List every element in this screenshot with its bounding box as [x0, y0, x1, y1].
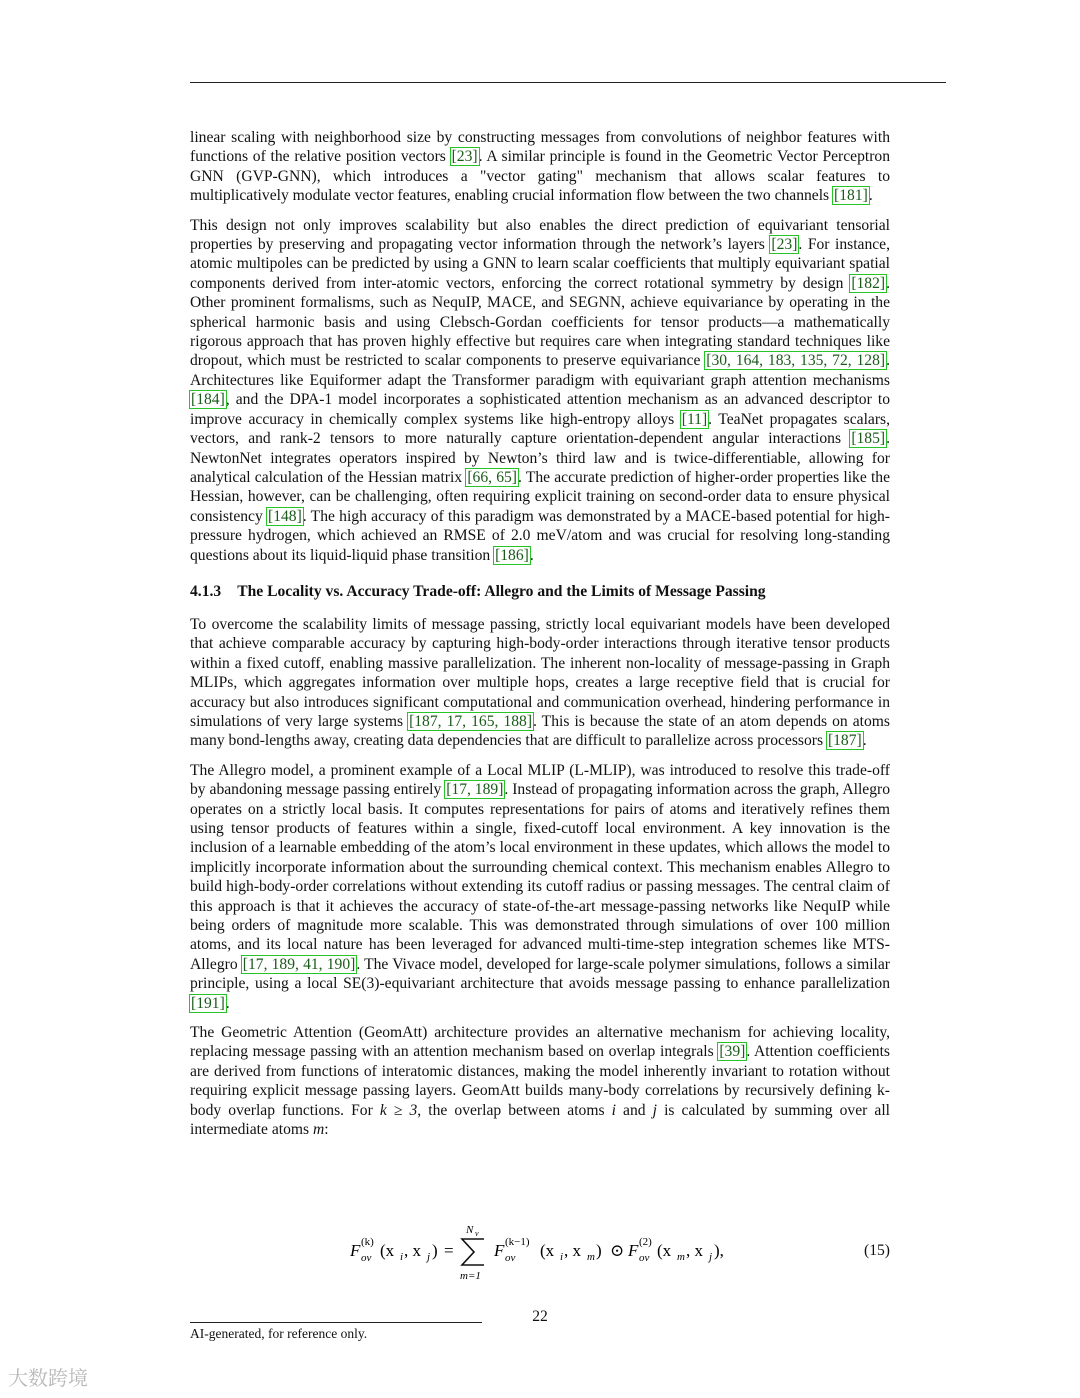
citation-link[interactable]: [66, 65]: [467, 468, 517, 486]
eq-lhs-i: i: [400, 1251, 404, 1263]
text-run: . Architectures like Equiformer adapt the Transformer paradigm with equivariant graph attention mechanisms: [190, 352, 890, 389]
text-run: .: [862, 732, 867, 750]
eq-sum-sign: [462, 1239, 484, 1265]
text-run: . Attention coefficients are derived from functions of interatomic distances, making the model inherently invariant to rotation without requiring explicit message passing layers. GeomAtt builds many-body correlations by recursively defining k-body overlap functions. For: [190, 1043, 890, 1119]
eq-rhs-i: i: [560, 1251, 564, 1263]
eq-rhs-m2: m: [677, 1251, 685, 1263]
header-rule: [190, 82, 946, 83]
inline-math: m: [312, 1121, 325, 1139]
text-run: is calculated by summing over all intermediate atoms: [190, 1101, 890, 1139]
equation-15: [190, 1222, 890, 1284]
paragraph-4: [190, 761, 890, 1013]
text-run: . The high accuracy of this paradigm was demonstrated by a MACE-based potential for high-pressure hydrogen, which achieved an RMSE of 2.0 meV/atom and was crucial for resolving long-standing questions about its liquid-liquid phase transition: [190, 507, 890, 564]
paragraph-2: [190, 216, 890, 565]
eq-lhs-close: ): [432, 1241, 438, 1260]
section-number: 4.1.3: [190, 582, 222, 600]
section-heading: [190, 582, 890, 602]
eq-rhs-sup2: (2): [639, 1236, 652, 1248]
paragraph-1: [190, 128, 890, 206]
eq-rhs-j: j: [709, 1251, 713, 1263]
citation-link[interactable]: [191]: [191, 994, 225, 1012]
citation-link[interactable]: [182]: [851, 274, 886, 292]
citation-link[interactable]: [186]: [495, 546, 529, 564]
inline-math: j: [652, 1101, 657, 1119]
citation-link[interactable]: [23]: [771, 236, 798, 254]
eq-odot: ⊙: [610, 1241, 625, 1260]
text-run: , the overlap between atoms: [417, 1101, 612, 1119]
text-run: To overcome the scalability limits of message passing, strictly local equivariant models have been developed that achieve comparable accuracy by capturing high-body-order interactions through iterative tensor products within a fixed cutoff, enabling massive parallelization. The inherent non-locality of message-passing in Graph MLIPs, which aggregates information over multiple hops, creates a large receptive field that is crucial for accuracy but also introduces significant computational and communication overhead, hindering performance in simulations of very large systems: [190, 615, 890, 730]
eq-rhs-comma1: , x: [564, 1241, 581, 1260]
eq-rhs-end: ),: [714, 1241, 724, 1260]
eq-rhs-F2: F: [628, 1241, 639, 1260]
eq-rhs-open2: (x: [657, 1241, 672, 1260]
eq-sum-lower: m=1: [460, 1270, 481, 1282]
eq-rhs-close1: ): [596, 1241, 602, 1260]
citation-link[interactable]: [187]: [827, 732, 862, 750]
eq-rhs-sub1: ov: [505, 1252, 516, 1264]
text-run: . This is because the state of an atom depends on atoms many bond-lengths away, creating data dependencies that are difficult to parallelize across processors: [190, 712, 890, 750]
citation-link[interactable]: [184]: [191, 391, 225, 409]
citation-link[interactable]: [187, 17, 165, 188]: [409, 712, 533, 730]
text-run: linear scaling with neighborhood size by constructing messages from convolutions of neighbor features with functions of the relative position vectors: [190, 129, 890, 166]
citation-link[interactable]: [11]: [681, 410, 708, 428]
paragraph-3: [190, 615, 890, 751]
citation-link[interactable]: [17, 189, 41, 190]: [242, 955, 356, 973]
eq-rhs-F1: F: [494, 1241, 505, 1260]
section-title: The Locality vs. Accuracy Trade-off: Allegro and the Limits of Message Passing: [237, 582, 766, 600]
citation-link[interactable]: [30, 164, 183, 135, 72, 128]: [706, 352, 886, 370]
citation-link[interactable]: [148]: [268, 507, 302, 525]
text-run: :: [324, 1121, 329, 1139]
eq-rhs-open1: (x: [540, 1241, 555, 1260]
text-run: . For instance, atomic multipoles can be predicted by using a GNN to learn scalar coefficients that multiply equivariant spatial components derived from inter-atomic vectors, enforcing the correct rotational symmetry by design: [190, 236, 890, 292]
eq-lhs-open: (x: [380, 1241, 395, 1260]
eq-lhs-comma: , x: [404, 1241, 421, 1260]
text-run: . Instead of propagating information across the graph, Allegro operates on a strictly local basis. It computes representations for pairs of atoms and iteratively refines them using tensor products of features within a single, fixed-cutoff local environment. A key innovation is the inclusion of a learnable embedding of the atom’s local environment in these updates, which allows the model to implicitly incorporate information about the surrounding chemical context. This mechanism enables Allegro to build high-body-order correlations without extending its cutoff radius or passing messages. The central claim of this approach is that it achieves the accuracy of state-of-the-art message-passing networks like NequIP while being orders of magnitude more scalable. This was demonstrated through simulations of over 100 million atoms, and its local nature has been leveraged for advanced multi-time-step integration schemes like MTS-Allegro: [190, 781, 891, 973]
eq-rhs-sub2: ov: [639, 1252, 650, 1264]
text-run: . Other prominent formalisms, such as NequIP, MACE, and SEGNN, achieve equivariance by operating in the spherical harmonic basis and using Clebsch-Gordan coefficients for tensor products—a mathematically rigorous approach that has proven highly effective but requires care when integrating standard techniques like dropout, which must be restricted to scalar components to preserve equivariance: [190, 274, 890, 370]
main-content: [190, 128, 890, 1150]
eq-sum-upper: N: [466, 1224, 474, 1236]
eq-lhs-sub: ov: [361, 1252, 372, 1264]
equation-formula: [350, 1222, 730, 1284]
citation-link[interactable]: [39]: [719, 1043, 746, 1061]
text-run: .: [529, 546, 534, 564]
eq-sum-upper-sub: v: [475, 1229, 479, 1238]
paragraph-5: [190, 1023, 890, 1139]
text-run: The Allegro model, a prominent example of a Local MLIP (L-MLIP), was introduced to resolve this trade-off by abandoning message passing entirely: [190, 761, 890, 799]
watermark-logo: 大数跨境: [8, 1366, 88, 1390]
citation-link[interactable]: [185]: [851, 430, 886, 448]
text-run: .: [868, 187, 873, 205]
equation-number: (15): [864, 1242, 890, 1259]
citation-link[interactable]: [23]: [451, 148, 478, 166]
footnote-rule: [190, 1322, 482, 1323]
text-run: This design not only improves scalability but also enables the direct prediction of equivariant tensorial properties by preserving and propagating vector information through the network’s layers: [190, 216, 890, 254]
citation-link[interactable]: [181]: [834, 187, 868, 205]
inline-math: k ≥ 3: [379, 1101, 418, 1119]
eq-lhs-sup: (k): [361, 1236, 374, 1248]
eq-lhs-j: j: [427, 1251, 431, 1263]
eq-lhs-F: F: [350, 1241, 361, 1260]
text-run: . NewtonNet integrates operators inspired by Newton’s third law and is twice-differentiable, allowing for analytical calculation of the Hessian matrix: [190, 430, 890, 486]
inline-math: i: [611, 1101, 616, 1119]
text-run: .: [225, 994, 230, 1012]
text-run: . The Vivace model, developed for large-scale polymer simulations, follows a similar principle, using a local SE(3)-equivariant architecture that avoids message passing to enhance parallelization: [190, 955, 890, 993]
text-run: and: [615, 1101, 653, 1119]
text-run: . TeaNet propagates scalars, vectors, and rank-2 tensors to more naturally capture orientation-dependent angular interactions: [190, 410, 890, 448]
text-run: . A similar principle is found in the Geometric Vector Perceptron GNN (GVP-GNN), which introduces a "vector gating" mechanism that allows scalar features to multiplicatively modulate vector features, enabling crucial information flow between the two channels: [190, 148, 890, 205]
text-run: , and the DPA-1 model incorporates a sophisticated attention mechanism as an advanced descriptor to improve accuracy in chemically complex systems like high-entropy alloys: [190, 391, 890, 428]
text-run: The Geometric Attention (GeomAtt) architecture provides an alternative mechanism for achieving locality, replacing message passing with an attention mechanism based on overlap integrals: [190, 1024, 890, 1061]
footnote: AI-generated, for reference only.: [190, 1326, 368, 1341]
citation-link[interactable]: [17, 189]: [446, 781, 504, 799]
eq-equals: =: [444, 1241, 454, 1260]
eq-rhs-sup1: (k−1): [505, 1236, 530, 1248]
text-run: . The accurate prediction of higher-order properties like the Hessian, however, can be challenging, often requiring explicit training on second-order data to ensure physical consistency: [190, 468, 890, 525]
eq-rhs-m1: m: [587, 1251, 595, 1263]
eq-rhs-comma2: , x: [686, 1241, 703, 1260]
page-number: 22: [532, 1308, 548, 1325]
